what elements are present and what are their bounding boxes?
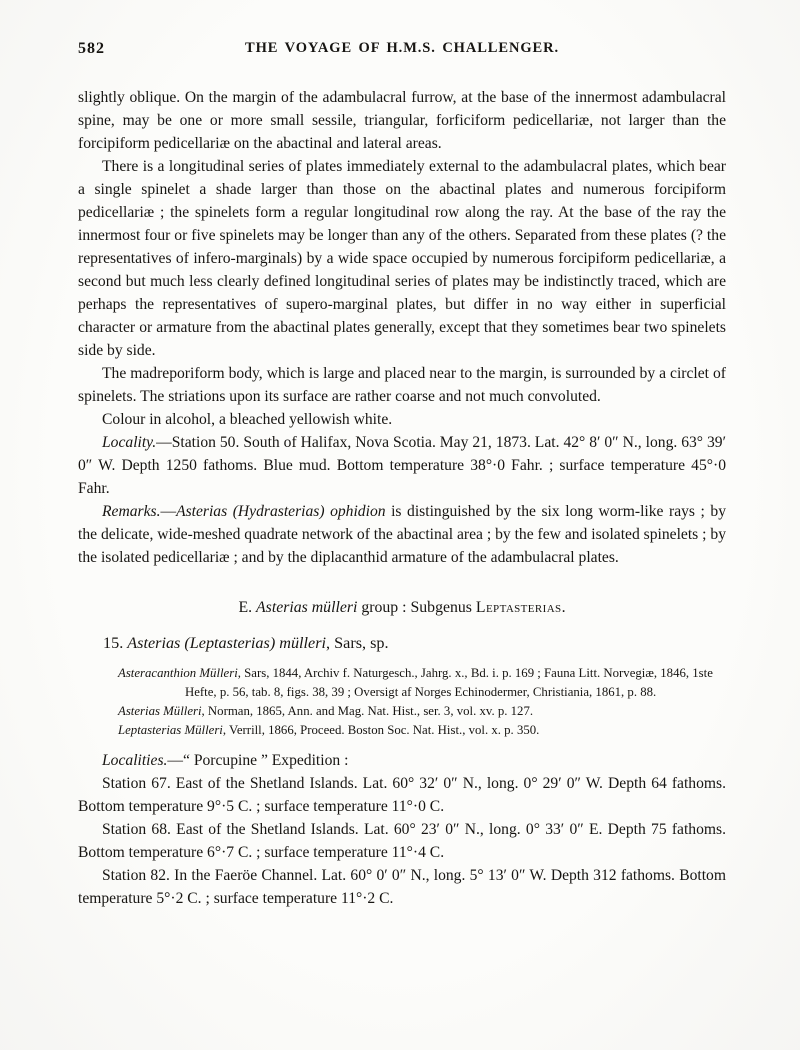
page-body: [78, 86, 726, 910]
station-paragraph-82: Station 82. In the Faeröe Channel. Lat. 60° 0′ 0″ N., long. 5° 13′ 0″ W. Depth 312 fathoms. Bottom temperature 5°·2 C. ; surface temperature 11°·2 C.: [78, 867, 726, 907]
paragraph-locality: Locality.—Station 50. South of Halifax, Nova Scotia. May 21, 1873. Lat. 42° 8′ 0″ N., long. 63° 39′ 0″ W. Depth 1250 fathoms. Blue mud. Bottom temperature 38°·0 Fahr. ; surface temperature 45°·0 Fahr.: [78, 434, 726, 497]
species-heading: 15. Asterias (Leptasterias) mülleri, Sars, sp.: [103, 634, 389, 652]
running-title: THE VOYAGE OF H.M.S. CHALLENGER.: [245, 40, 559, 56]
page-header: [78, 40, 726, 60]
synonymy-entry: Asterias Mülleri, Norman, 1865, Ann. and Mag. Nat. Hist., ser. 3, vol. xv. p. 127.: [118, 704, 534, 718]
section-heading: E. Asterias mülleri group : Subgenus Leptasterias.: [238, 599, 566, 616]
paragraph-madreporiform-body: The madreporiform body, which is large and placed near to the margin, is surrounded by a circlet of spinelets. The striations upon its surface are rather coarse and not much convoluted.: [78, 365, 726, 405]
synonymy-entry: Asteracanthion Mülleri, Sars, 1844, Archiv f. Naturgesch., Jahrg. x., Bd. i. p. 169 ; Fauna Litt. Norvegiæ, 1846, 1ste Hefte, p. 56, tab. 8, figs. 38, 39 ; Oversigt af Norges Echinodermer, Christiania, 1861, p. 88.: [118, 666, 713, 699]
synonymy-entry: Leptasterias Mülleri, Verrill, 1866, Proceed. Boston Soc. Nat. Hist., vol. x. p. 350.: [118, 723, 540, 737]
paragraph-plate-series: There is a longitudinal series of plates immediately external to the adambulacral plates, which bear a single spinelet a shade larger than those on the abactinal plates and numerous forcipiform pedicellariæ ; the spinelets form a regular longitudinal row along the ray. At the base of the ray the innermost four or five spinelets may be longer than any of the others. Separated from these plates (? the representatives of infero-marginals) by a wide space occupied by numerous forcipiform pedicellariæ, a second but much less clearly defined longitudinal series of plates may be indistinctly traced, which are perhaps the representatives of supero-marginal plates, but differ in no way either in superficial character or armature from the abactinal plates generally, except that they sometimes bear two spinelets side by side.: [78, 158, 726, 359]
paragraph-continuation: slightly oblique. On the margin of the adambulacral furrow, at the base of the innermost adambulacral spine, may be one or more small sessile, triangular, forficiform pedicellariæ, not larger than the forcipiform pedicellariæ on the abactinal and lateral areas.: [78, 89, 726, 152]
station-paragraph-68: Station 68. East of the Shetland Islands. Lat. 60° 23′ 0″ N., long. 0° 33′ 0″ E. Depth 75 fathoms. Bottom temperature 6°·7 C. ; surface temperature 11°·4 C.: [78, 821, 726, 861]
localities-intro: Localities.—“ Porcupine ” Expedition :: [102, 752, 349, 769]
paragraph-remarks: Remarks.—Asterias (Hydrasterias) ophidion is distinguished by the six long worm-like rays ; by the delicate, wide-meshed quadrate network of the abactinal area ; by the few and isolated spinelets ; by the isolated pedicellariæ ; and by the diplacanthid armature of the adambulacral plates.: [78, 503, 726, 566]
paragraph-colour: Colour in alcohol, a bleached yellowish white.: [102, 411, 393, 428]
station-paragraph-67: Station 67. East of the Shetland Islands. Lat. 60° 32′ 0″ N., long. 0° 29′ 0″ W. Depth 64 fathoms. Bottom temperature 9°·5 C. ; surface temperature 11°·0 C.: [78, 775, 726, 815]
synonymy-block: [118, 664, 724, 740]
page-number: 582: [78, 40, 105, 57]
